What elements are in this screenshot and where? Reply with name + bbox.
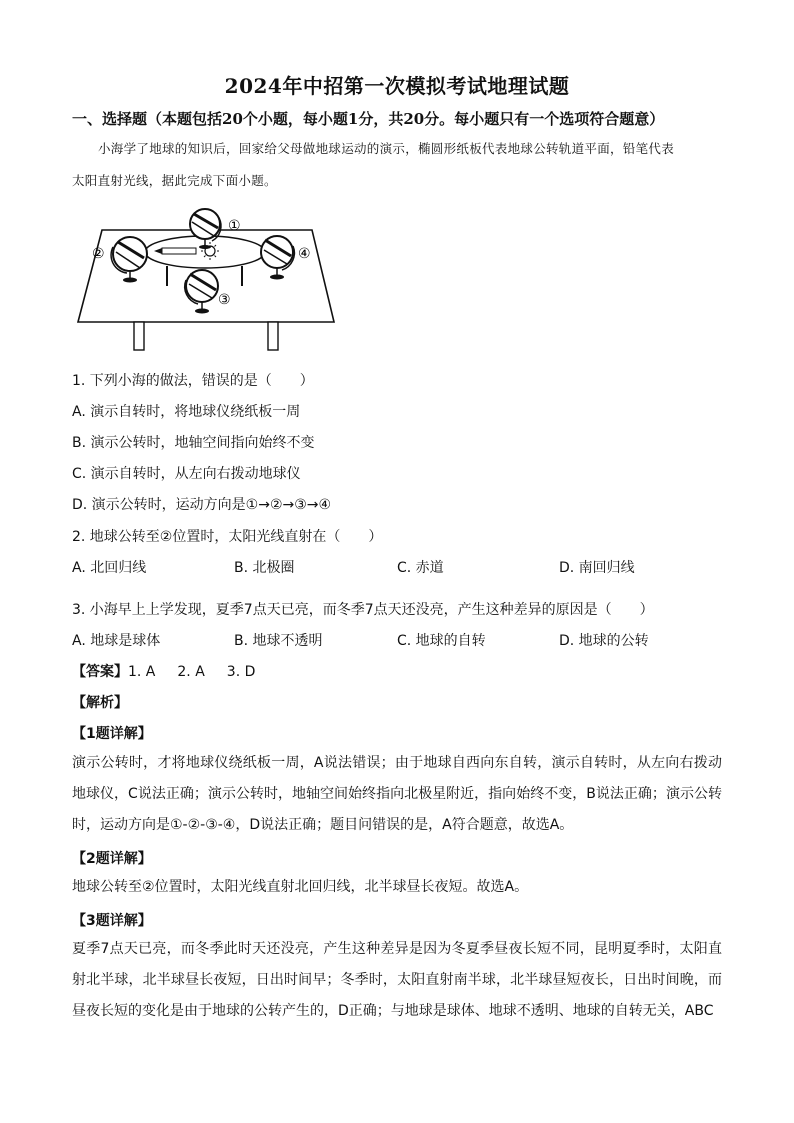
position-label-2: ② [92, 246, 105, 262]
answer-item: 2. A [177, 664, 205, 680]
section-heading: 一、选择题（本题包括20个小题，每小题1分，共20分。每小题只有一个选项符合题意） [72, 110, 665, 128]
table-leg [134, 322, 144, 350]
detail-3-text: 夏季7点天已亮，而冬季此时天还没亮，产生这种差异是因为冬夏季昼夜长短不同，昆明夏季时，太阳直射北半球，北半球昼长夜短，日出时间早；冬季时，太阳直射南半球，北半球昼短夜长，日出时间晚，而昼夜长短的变化是由于地球的公转产生的，D正确；与地球是球体、地球不透明、地球的自转无关，ABC [72, 941, 722, 1019]
analysis-label: 【解析】 [72, 695, 128, 711]
q2-option-d: D. 南回归线 [559, 560, 635, 576]
position-label-1: ① [228, 218, 241, 234]
answer-item: 3. D [226, 664, 256, 680]
q2-option-a: A. 北回归线 [72, 560, 147, 576]
q2-option-c: C. 赤道 [397, 560, 444, 576]
intro-line-1: 小海学了地球的知识后，回家给父母做地球运动的演示，椭圆形纸板代表地球公转轨道平面，铅笔代表 [98, 141, 675, 156]
q1-option-b: B. 演示公转时，地轴空间指向始终不变 [72, 435, 315, 451]
q1-option-c: C. 演示自转时，从左向右拨动地球仪 [72, 466, 301, 482]
q3-option-a: A. 地球是球体 [72, 633, 161, 649]
question-2-stem: 2. 地球公转至②位置时，太阳光线直射在（ ） [72, 529, 383, 545]
answer-line [72, 661, 277, 681]
q2-option-b: B. 北极圈 [234, 560, 295, 576]
answer-label: 【答案】 [72, 664, 128, 680]
table-leg [268, 322, 278, 350]
detail-2-label: 【2题详解】 [72, 851, 152, 867]
orbit-demo-figure [72, 200, 342, 358]
position-label-3: ③ [218, 292, 231, 308]
answer-item: 1. A [128, 664, 156, 680]
q3-option-c: C. 地球的自转 [397, 633, 486, 649]
detail-3-label: 【3题详解】 [72, 913, 152, 929]
question-3-stem: 3. 小海早上上学发现，夏季7点天已亮，而冬季7点天还没亮，产生这种差异的原因是（ ） [72, 602, 654, 618]
page-title: 2024年中招第一次模拟考试地理试题 [224, 74, 570, 98]
intro-line-2: 太阳直射光线，据此完成下面小题。 [72, 173, 277, 188]
q3-option-b: B. 地球不透明 [234, 633, 323, 649]
pencil [162, 248, 196, 254]
q1-option-d: D. 演示公转时，运动方向是①→②→③→④ [72, 497, 332, 513]
position-label-4: ④ [298, 246, 311, 262]
detail-2-text: 地球公转至②位置时，太阳光线直射北回归线，北半球昼长夜短。故选A。 [72, 879, 529, 895]
detail-1-text: 演示公转时，才将地球仪绕纸板一周，A说法错误；由于地球自西向东自转，演示自转时，从左向右拨动地球仪，C说法正确；演示公转时，地轴空间始终指向北极星附近，指向始终不变，B说法正确；演示公转时，运动方向是①-②-③-④，D说法正确；题目问错误的是，A符合题意，故选A。 [72, 755, 722, 833]
question-1-stem: 1. 下列小海的做法，错误的是（ ） [72, 373, 314, 389]
q3-option-d: D. 地球的公转 [559, 633, 649, 649]
q1-option-a: A. 演示自转时，将地球仪绕纸板一周 [72, 404, 301, 420]
detail-1-label: 【1题详解】 [72, 726, 152, 742]
